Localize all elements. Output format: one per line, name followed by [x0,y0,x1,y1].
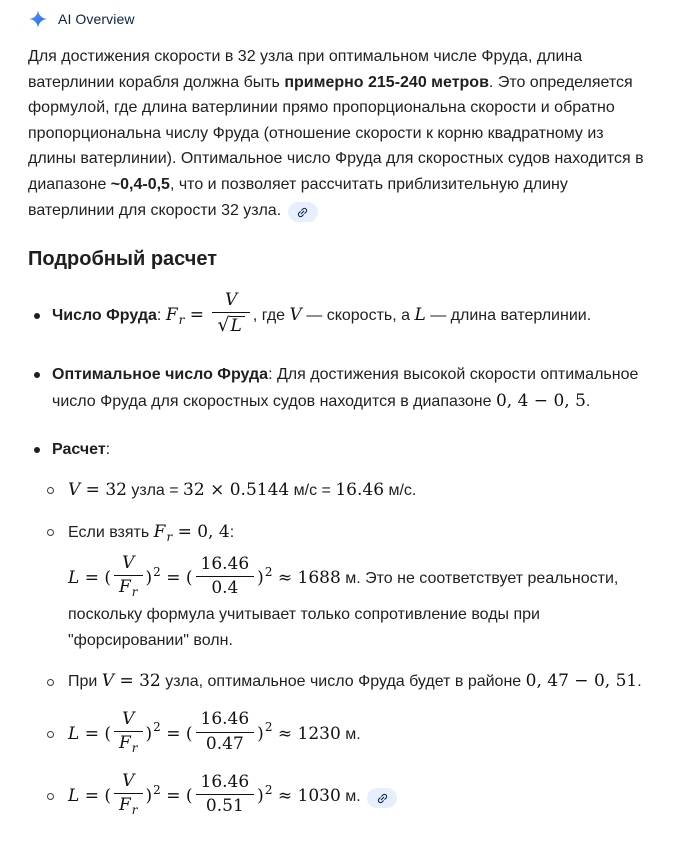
list-item-line [42,519,645,547]
math-variable: F [118,732,131,753]
text-run: м. [340,725,361,743]
list-item [42,668,645,695]
math-variable: L [230,316,242,337]
math-number: ≈ 1030 [272,785,341,806]
math-subscript: r [166,529,173,544]
math-number: ≈ 1230 [272,723,341,744]
fraction-numerator [212,290,249,313]
source-link-chip[interactable] [367,788,397,808]
math-subscripted-variable [118,577,138,600]
fraction-numerator [114,771,143,794]
list-item [42,708,645,758]
math-variable: L [68,567,80,588]
fraction-numerator [114,709,143,732]
math-number: = 32 [114,671,161,692]
text-run: Если взять [68,523,154,541]
math-number: ) [257,723,264,744]
bullet-glyph [34,313,40,319]
math-subscript: r [131,803,138,818]
math-number: = 0, 4 [172,521,230,542]
link-icon [296,206,309,219]
math-number: ) [145,567,153,588]
fraction-numerator [196,554,255,577]
list-item-line [42,552,645,653]
math-variable: L [414,305,426,326]
fraction-numerator [196,709,255,732]
circle-bullet-marker [42,478,68,504]
bullet-glyph [47,487,54,494]
text-run: м. Это не соответствует реальности, поскольку формула учитывает только сопротивление воды при "форсировании" волн. [68,569,619,649]
math-number: ) [257,785,264,806]
bold-text-run: ~0,4-0,5 [110,175,170,193]
math-number: 16.46 [200,553,250,574]
bullet-glyph [47,679,54,686]
math-variable: L [68,785,80,806]
ai-overview-header [28,6,645,32]
math-subscript: r [178,313,185,328]
list-item-line [42,770,645,820]
math-number: 0, 4 − 0, 5 [495,390,586,411]
calculation-list [28,292,645,820]
bold-text-run: Оптимальное число Фруда [52,366,269,384]
math-square-root [217,314,244,337]
text-run: : Для достижения высокой скорости оптимальное число Фруда для скоростных судов находится в диапазоне [52,366,639,410]
source-link-chip[interactable] [288,202,318,222]
bold-text-run: Число Фруда [52,307,157,325]
radical-sign: √ [217,314,230,337]
list-item [28,362,645,415]
math-number: = [184,305,210,326]
circle-bullet-marker [42,669,68,695]
math-number: ) [257,567,264,588]
math-number: = ( [160,723,193,744]
math-number: = ( [160,785,193,806]
math-variable: V [122,770,135,791]
text-run: узла, оптимальное число Фруда будет в районе [160,673,526,691]
fraction-denominator [212,313,249,338]
math-subscript: r [131,585,138,600]
math-number: = ( [160,567,193,588]
text-run: : [229,523,235,541]
bullet-glyph [47,529,54,536]
math-number: ) [145,785,153,806]
math-number: 0.47 [205,733,244,754]
math-number: 16.46 [200,771,250,792]
math-number: 32 × 0.5144 [183,479,290,500]
list-item [42,770,645,820]
bullet-glyph [47,731,54,738]
math-superscript: 2 [264,720,273,735]
math-number: = ( [79,723,111,744]
radicand [229,316,245,337]
math-fraction [196,709,255,755]
math-variable: V [101,671,115,692]
list-item [42,519,645,654]
math-number: = 32 [80,479,127,500]
math-variable: F [153,521,166,542]
bullet-glyph [47,793,54,800]
list-item [42,477,645,504]
list-item [28,437,645,820]
math-number: ) [145,723,153,744]
disc-bullet-marker [28,303,52,329]
list-item [28,292,645,340]
math-number: = ( [79,785,111,806]
math-variable: F [165,305,178,326]
math-number: 0.51 [205,795,244,816]
list-item-line [42,668,645,695]
text-run: . Это определяется формулой, где длина ватерлинии прямо пропорциональна скорости и обратно пропорциональна числу Фруда (отношение скорости к корню квадратному из длины ватерлинии). Оптимальное число Фруда для скоростных судов находится в диапазоне [28,73,644,193]
fraction-denominator [114,576,143,600]
math-variable: V [122,708,135,729]
list-item-line [28,362,645,415]
text-run: м. [340,787,366,805]
math-variable: F [118,577,131,598]
math-number: 16.46 [335,479,385,500]
circle-bullet-marker [42,721,68,747]
sub-list [42,477,645,821]
math-variable: V [122,552,135,573]
math-subscripted-variable [118,795,138,818]
math-superscript: 2 [153,782,161,797]
math-subscripted-variable [153,521,173,544]
disc-bullet-marker [28,437,52,463]
text-run: узла = [126,481,184,499]
intro-paragraph [28,44,645,223]
gemini-sparkle-icon [28,9,48,29]
math-subscript: r [131,740,138,755]
text-run: — длина ватерлинии. [425,307,592,325]
text-run: м/с. [384,481,417,499]
fraction-denominator [196,795,255,817]
list-item-line [42,477,645,504]
list-item-line [28,292,645,340]
math-variable: V [68,479,81,500]
bullet-glyph [34,372,40,378]
math-number: 0.4 [211,578,239,599]
math-subscripted-variable [165,305,185,328]
text-run: , что и позволяет рассчитать приблизительную длину ватерлинии для скорости 32 узла. [28,175,568,219]
math-superscript: 2 [264,564,273,579]
math-variable: L [68,723,80,744]
math-fraction [196,772,255,818]
text-run: . [637,673,642,691]
math-superscript: 2 [264,782,273,797]
disc-bullet-marker [28,362,52,388]
math-fraction [212,290,249,338]
math-fraction [114,553,143,600]
bullet-glyph [34,447,40,453]
math-superscript: 2 [153,564,161,579]
math-number: 16.46 [200,709,250,730]
text-run: м/с = [289,481,336,499]
text-run: . [585,392,591,410]
text-run: : [105,440,111,458]
math-superscript: 2 [153,720,161,735]
circle-bullet-marker [42,520,68,546]
circle-bullet-marker [42,784,68,810]
math-variable: V [224,290,238,311]
math-number: 0, 47 − 0, 51 [525,671,638,692]
text-run: При [68,673,102,691]
math-fraction [114,771,143,818]
math-fraction [114,709,143,756]
math-number: = ( [79,567,111,588]
math-number: ≈ 1688 [272,567,341,588]
fraction-numerator [114,553,143,576]
text-run: Для достижения скорости в 32 узла при оптимальном числе Фруда, длина ватерлинии корабля должна быть [28,48,583,91]
math-variable: V [289,305,302,326]
text-run: , где [252,307,290,325]
section-heading: Подробный расчет [28,248,218,271]
text-run: — скорость, а [301,307,415,325]
math-variable: F [118,795,131,816]
bold-text-run: Расчет [52,440,106,458]
fraction-numerator [196,772,255,795]
fraction-denominator [196,577,255,599]
math-fraction [196,554,255,600]
link-icon [376,792,389,805]
list-item-line [28,437,645,463]
math-subscripted-variable [118,732,138,755]
ai-overview-label: AI Overview [58,10,135,27]
text-run: : [156,307,166,325]
list-item-line [42,708,645,758]
fraction-denominator [114,794,143,818]
bold-text-run: примерно 215-240 метров [284,73,489,91]
